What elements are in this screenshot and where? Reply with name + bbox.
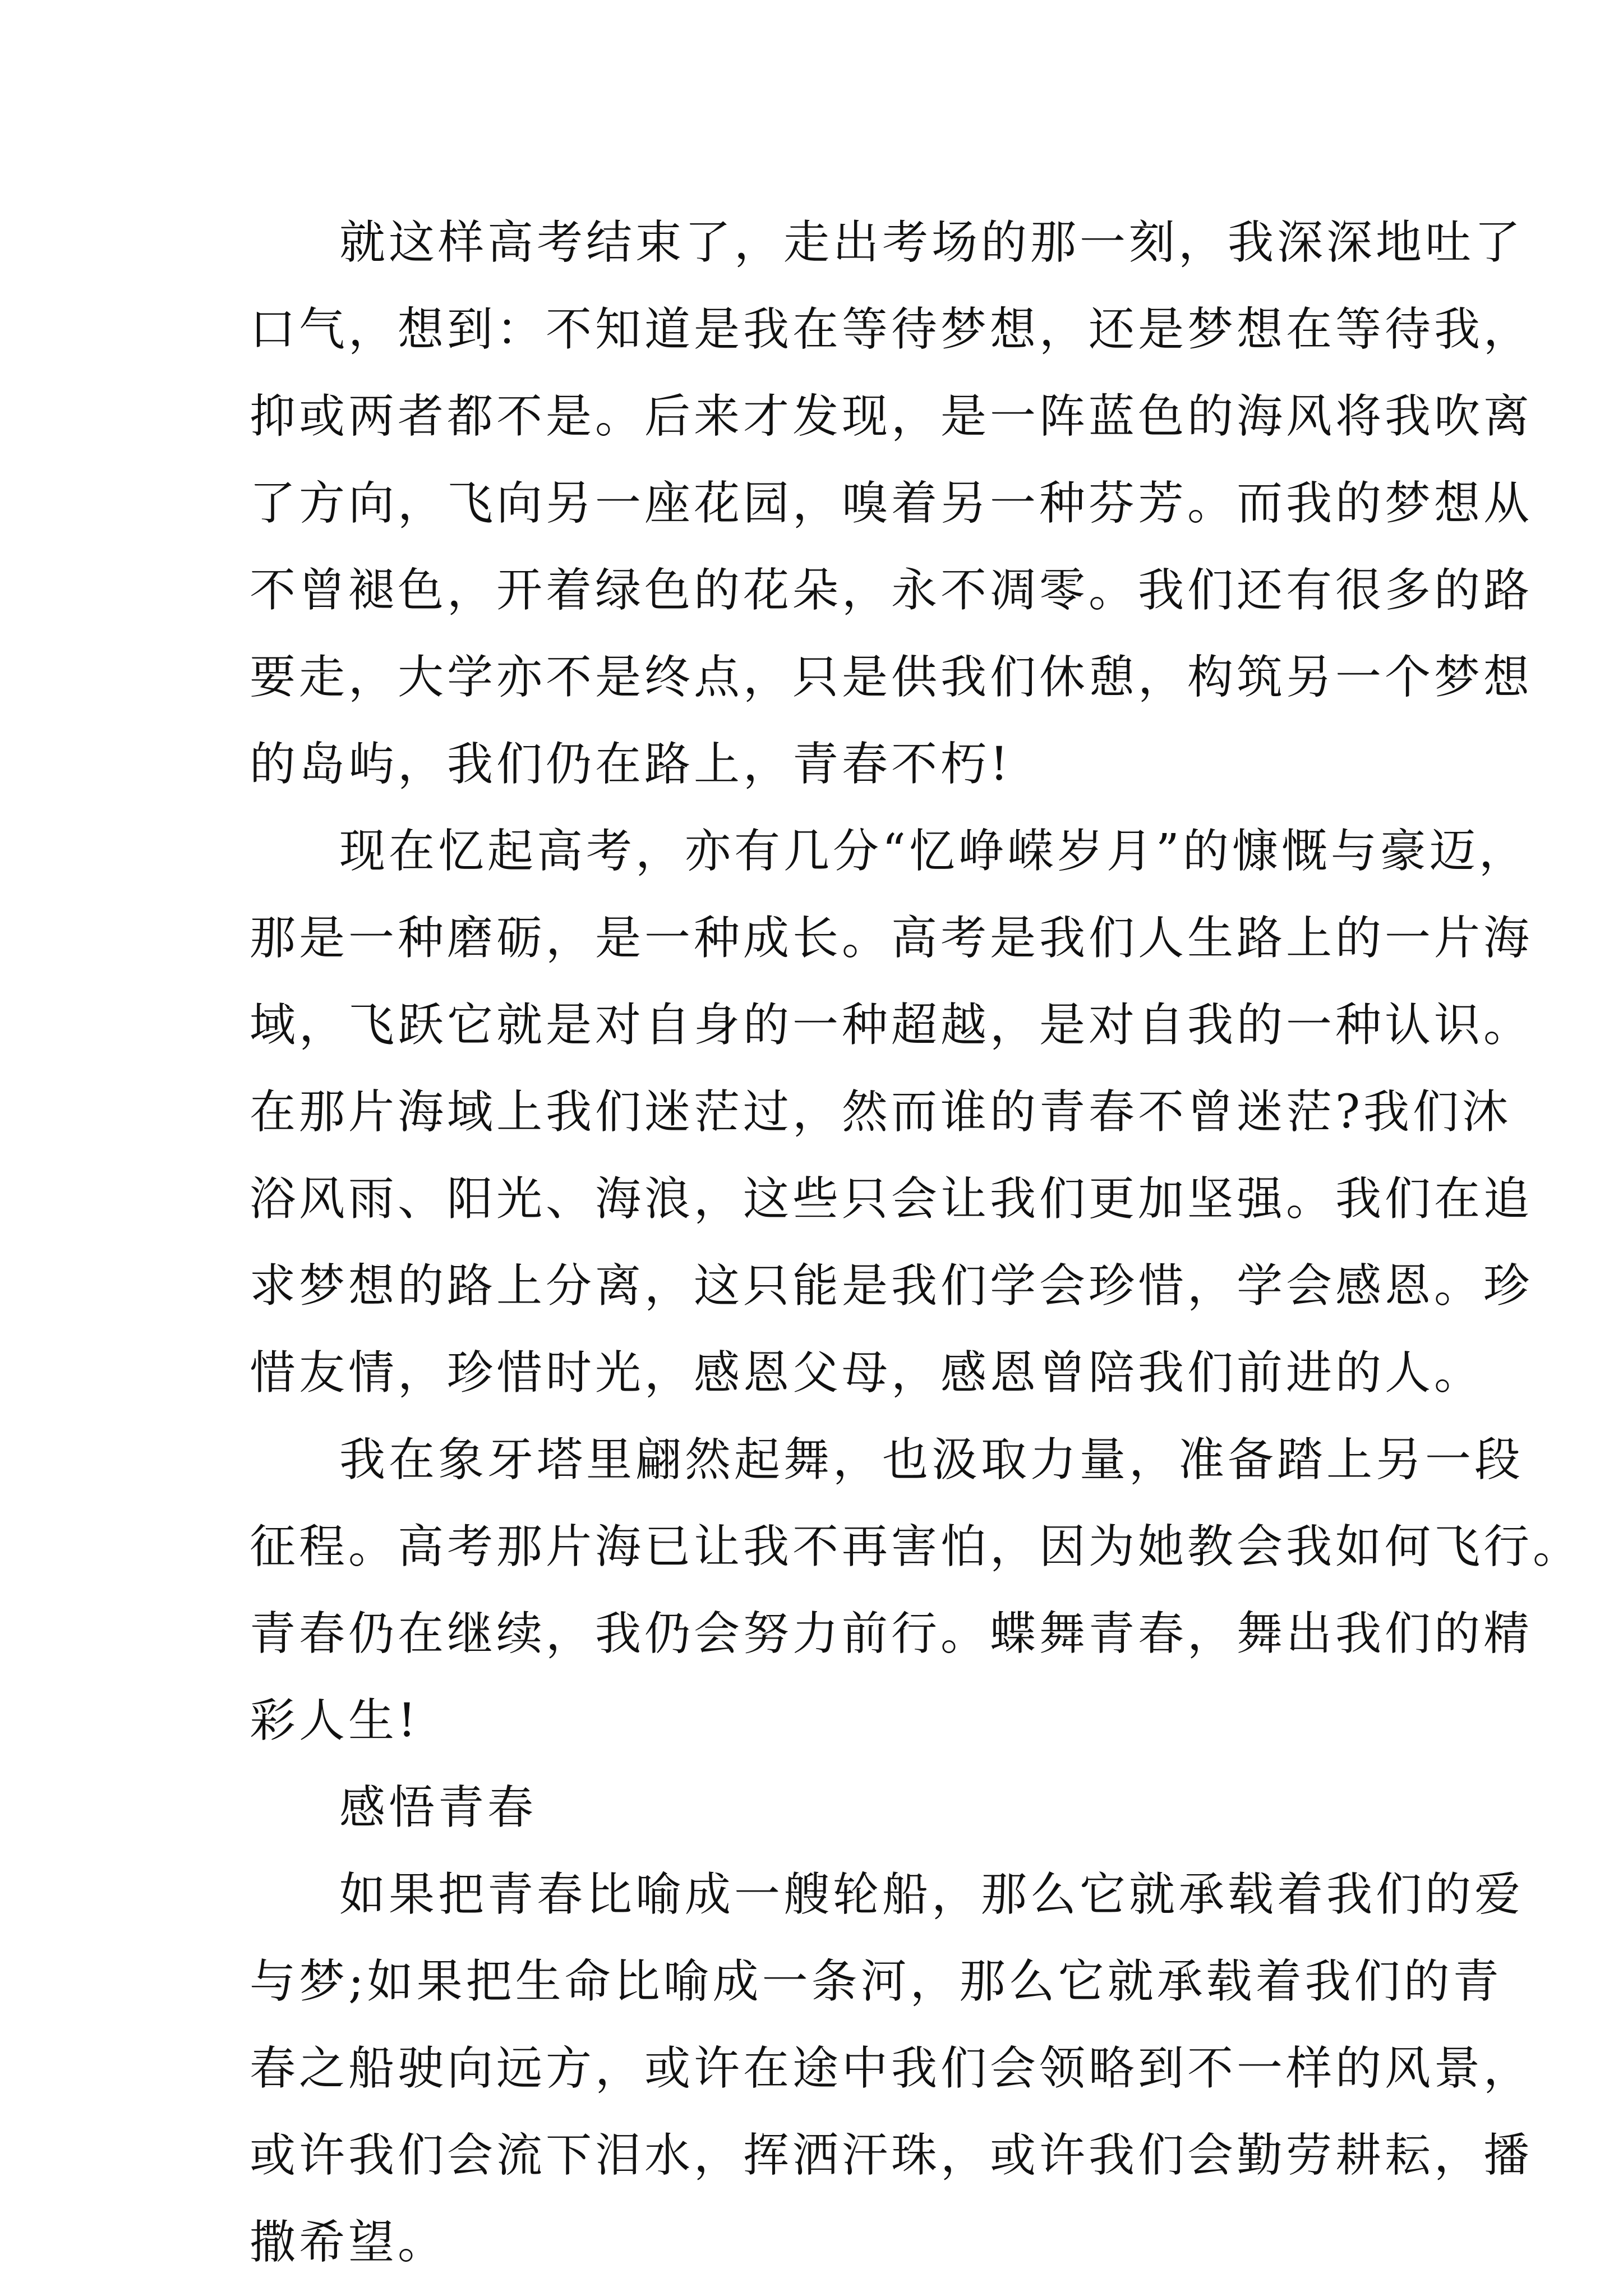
text-line: 我在象牙塔里翩然起舞，也汲取力量，准备踏上另一段 — [339, 1433, 1524, 1487]
text-line: 求梦想的路上分离，这只能是我们学会珍惜，学会感恩。珍 — [250, 1259, 1533, 1313]
text-line: 彩人生! — [250, 1694, 419, 1747]
text-line: 在那片海域上我们迷茫过，然而谁的青春不曾迷茫?我们沐 — [250, 1085, 1511, 1139]
text-line: 不曾褪色，开着绿色的花朵，永不凋零。我们还有很多的路 — [250, 564, 1533, 617]
document-body — [250, 199, 1583, 2286]
text-line: 口气，想到：不知道是我在等待梦想，还是梦想在等待我， — [250, 303, 1533, 356]
text-line: 与梦;如果把生命比喻成一条河，那么它就承载着我们的青 — [250, 1955, 1502, 2008]
text-line: 的岛屿，我们仍在路上，青春不朽! — [250, 738, 1012, 791]
text-line: 了方向，飞向另一座花园，嗅着另一种芬芳。而我的梦想从 — [250, 477, 1533, 530]
text-line: 如果把青春比喻成一艘轮船，那么它就承载着我们的爱 — [339, 1868, 1524, 1921]
text-line: 那是一种磨砺，是一种成长。高考是我们人生路上的一片海 — [250, 912, 1533, 965]
text-line: 域，飞跃它就是对自身的一种超越，是对自我的一种认识。 — [250, 999, 1533, 1052]
text-line: 征程。高考那片海已让我不再害怕，因为她教会我如何飞行。 — [250, 1520, 1583, 1573]
text-line: 抑或两者都不是。后来才发现，是一阵蓝色的海风将我吹离 — [250, 390, 1533, 443]
text-line: 青春仍在继续，我仍会努力前行。蝶舞青春，舞出我们的精 — [250, 1607, 1533, 1660]
text-line: 就这样高考结束了，走出考场的那一刻，我深深地吐了 — [339, 216, 1524, 269]
text-line: 春之船驶向远方，或许在途中我们会领略到不一样的风景， — [250, 2042, 1533, 2095]
text-line: 要走，大学亦不是终点，只是供我们休憩，构筑另一个梦想 — [250, 651, 1533, 704]
text-line: 或许我们会流下泪水，挥洒汗珠，或许我们会勤劳耕耘，播 — [250, 2129, 1533, 2182]
section-heading: 感悟青春 — [339, 1781, 537, 1834]
text-line: 浴风雨、阳光、海浪，这些只会让我们更加坚强。我们在追 — [250, 1172, 1533, 1226]
text-line: 撒希望。 — [250, 2216, 448, 2269]
text-line: 现在忆起高考，亦有几分“忆峥嵘岁月”的慷慨与豪迈， — [339, 825, 1528, 878]
text-line: 惜友情，珍惜时光，感恩父母，感恩曾陪我们前进的人。 — [250, 1346, 1484, 1400]
